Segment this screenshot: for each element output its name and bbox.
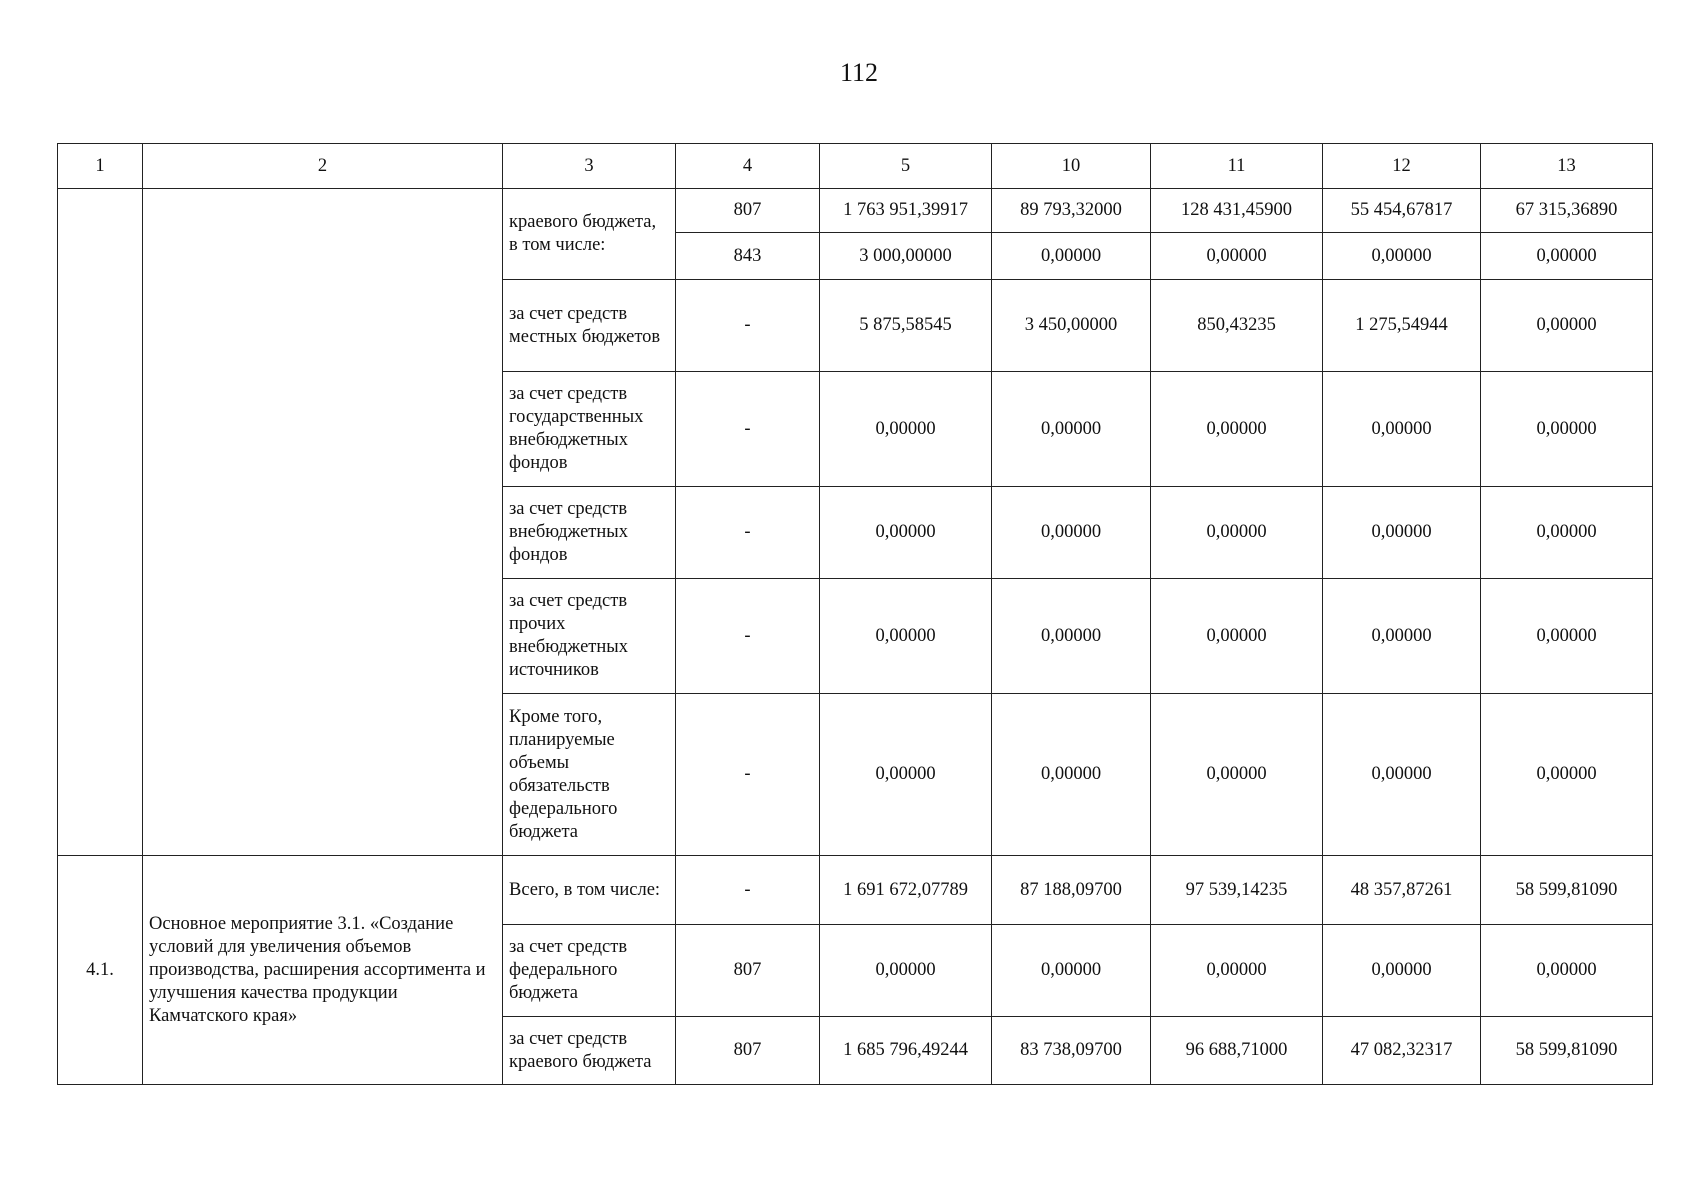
- value-cell: 0,00000: [992, 925, 1151, 1017]
- value-cell: 0,00000: [1323, 694, 1481, 856]
- code-cell: -: [676, 694, 820, 856]
- code-cell: 843: [676, 233, 820, 280]
- value-cell: 67 315,36890: [1481, 189, 1653, 233]
- value-cell: 0,00000: [1481, 280, 1653, 372]
- header-row: [58, 144, 1653, 189]
- value-cell: 1 691 672,07789: [820, 856, 992, 925]
- value-cell: 0,00000: [1481, 233, 1653, 280]
- code-cell: 807: [676, 1017, 820, 1085]
- value-cell: 0,00000: [1481, 372, 1653, 487]
- source-label: Кроме того, планируемые объемы обязательств федерального бюджета: [503, 694, 676, 856]
- value-cell: 128 431,45900: [1151, 189, 1323, 233]
- value-cell: 96 688,71000: [1151, 1017, 1323, 1085]
- value-cell: 48 357,87261: [1323, 856, 1481, 925]
- budget-table: [57, 143, 1653, 1085]
- header-cell: 5: [820, 144, 992, 189]
- value-cell: 0,00000: [820, 694, 992, 856]
- value-cell: 0,00000: [1323, 579, 1481, 694]
- header-cell: 4: [676, 144, 820, 189]
- code-cell: -: [676, 579, 820, 694]
- source-label: за счет средств прочих внебюджетных источников: [503, 579, 676, 694]
- value-cell: 0,00000: [1323, 233, 1481, 280]
- value-cell: 0,00000: [820, 579, 992, 694]
- code-cell: -: [676, 487, 820, 579]
- value-cell: 0,00000: [1151, 694, 1323, 856]
- header-cell: 12: [1323, 144, 1481, 189]
- description-cell-empty: [143, 189, 503, 856]
- header-cell: 3: [503, 144, 676, 189]
- value-cell: 1 275,54944: [1323, 280, 1481, 372]
- value-cell: 0,00000: [1481, 579, 1653, 694]
- value-cell: 58 599,81090: [1481, 1017, 1653, 1085]
- value-cell: 0,00000: [992, 694, 1151, 856]
- source-label: Всего, в том числе:: [503, 856, 676, 925]
- value-cell: 5 875,58545: [820, 280, 992, 372]
- source-label: за счет средств внебюджетных фондов: [503, 487, 676, 579]
- value-cell: 0,00000: [1323, 487, 1481, 579]
- code-cell: -: [676, 280, 820, 372]
- value-cell: 0,00000: [1151, 487, 1323, 579]
- value-cell: 0,00000: [1151, 372, 1323, 487]
- value-cell: 3 000,00000: [820, 233, 992, 280]
- code-cell: -: [676, 372, 820, 487]
- value-cell: 0,00000: [1323, 925, 1481, 1017]
- value-cell: 0,00000: [1481, 487, 1653, 579]
- value-cell: 0,00000: [1151, 579, 1323, 694]
- table-row: [58, 856, 1653, 925]
- value-cell: 0,00000: [1481, 694, 1653, 856]
- item-description: Основное мероприятие 3.1. «Создание условий для увеличения объемов производства, расширения ассортимента и улучшения качества продукции Камчатского края»: [143, 856, 503, 1085]
- header-cell: 2: [143, 144, 503, 189]
- code-cell: 807: [676, 189, 820, 233]
- item-number: 4.1.: [58, 856, 143, 1085]
- value-cell: 83 738,09700: [992, 1017, 1151, 1085]
- code-cell: -: [676, 856, 820, 925]
- value-cell: 0,00000: [1151, 233, 1323, 280]
- value-cell: 0,00000: [820, 925, 992, 1017]
- code-cell: 807: [676, 925, 820, 1017]
- source-label: за счет средств федерального бюджета: [503, 925, 676, 1017]
- header-cell: 10: [992, 144, 1151, 189]
- source-label: за счет средств местных бюджетов: [503, 280, 676, 372]
- value-cell: 47 082,32317: [1323, 1017, 1481, 1085]
- value-cell: 0,00000: [1323, 372, 1481, 487]
- value-cell: 0,00000: [1481, 925, 1653, 1017]
- value-cell: 0,00000: [1151, 925, 1323, 1017]
- source-label: за счет средств государственных внебюджетных фондов: [503, 372, 676, 487]
- value-cell: 97 539,14235: [1151, 856, 1323, 925]
- page-number: 112: [839, 58, 879, 87]
- table-row: [58, 189, 1653, 233]
- value-cell: 0,00000: [820, 372, 992, 487]
- header-cell: 1: [58, 144, 143, 189]
- value-cell: 1 685 796,49244: [820, 1017, 992, 1085]
- source-label: за счет средств краевого бюджета: [503, 1017, 676, 1085]
- value-cell: 89 793,32000: [992, 189, 1151, 233]
- number-cell-empty: [58, 189, 143, 856]
- source-label: краевого бюджета, в том числе:: [503, 189, 676, 280]
- value-cell: 3 450,00000: [992, 280, 1151, 372]
- header-cell: 13: [1481, 144, 1653, 189]
- header-cell: 11: [1151, 144, 1323, 189]
- value-cell: 850,43235: [1151, 280, 1323, 372]
- value-cell: 0,00000: [992, 372, 1151, 487]
- value-cell: 1 763 951,39917: [820, 189, 992, 233]
- value-cell: 0,00000: [820, 487, 992, 579]
- value-cell: 0,00000: [992, 487, 1151, 579]
- value-cell: 0,00000: [992, 233, 1151, 280]
- value-cell: 0,00000: [992, 579, 1151, 694]
- value-cell: 87 188,09700: [992, 856, 1151, 925]
- value-cell: 58 599,81090: [1481, 856, 1653, 925]
- value-cell: 55 454,67817: [1323, 189, 1481, 233]
